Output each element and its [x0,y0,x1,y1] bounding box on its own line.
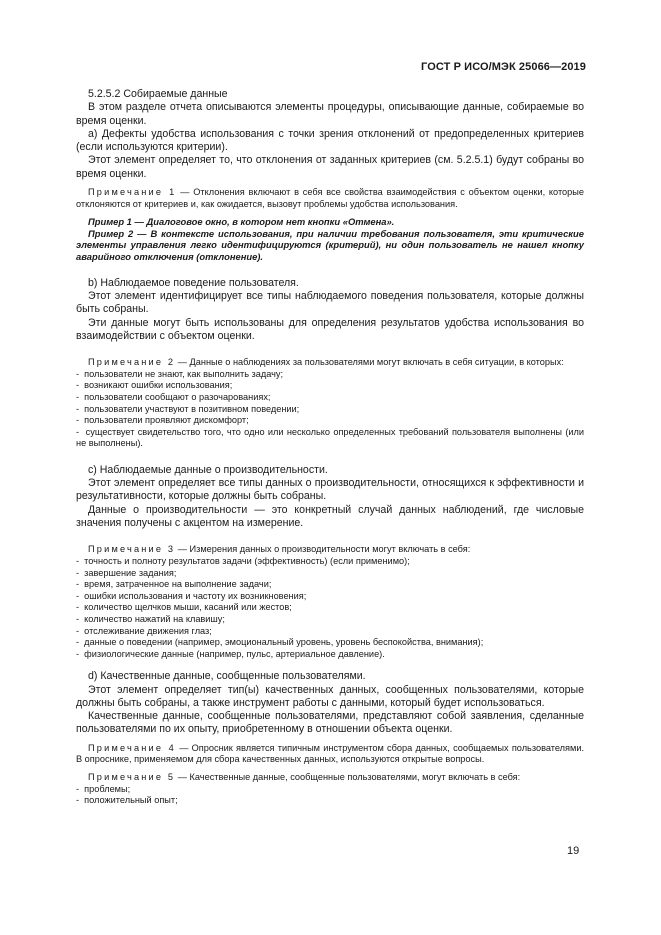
list-item: - количество нажатий на клавишу; [76,614,584,626]
list-item: - отслеживание движения глаз; [76,626,584,638]
note-4-label: Примечание 4 [88,742,176,753]
section-heading: 5.2.5.2 Собираемые данные [88,88,228,100]
document-header: ГОСТ Р ИСО/МЭК 25066—2019 [421,61,586,73]
note-1-text: — Отклонения включают в себя все свойства взаимодействия с объектом оценки, которые отклоняются от критериев и, как ожидается, вызовут проблемы удобства использования. [76,187,584,209]
list-item: - ошибки использования и частоту их возникновения; [76,591,584,603]
example-2: Пример 2 — В контексте использования, при наличии требования пользователя, эти критические элементы управления легко идентифицируются (критерий), ни один пользователь не нашел кнопку аварийного отключения (отклонение). [76,227,584,263]
note-2-text: — Данные о наблюдениях за пользователями могут включать в себя ситуации, в которых: [175,357,564,368]
list-item: - пользователи проявляют дискомфорт; [76,415,584,427]
item-c-text-1: Этот элемент определяет все типы данных о производительности, относящихся к эффективности и результативности, которые должны быть собраны. [76,477,584,503]
list-item: - завершение задания; [76,568,584,580]
list-item: - положительный опыт; [76,795,584,807]
note-1 [76,187,584,210]
list-item: - физиологические данные (например, пульс, артериальное давление). [76,649,584,661]
list-item: - пользователи участвуют в позитивном поведении; [76,404,584,416]
note-5-list [76,784,584,807]
example-1: Пример 1 — Диалоговое окно, в котором нет кнопки «Отмена». [88,216,395,228]
note-3-list [76,556,584,660]
list-item: - проблемы; [76,784,584,796]
note-5-label: Примечание 5 [88,771,176,782]
list-item: - пользователи не знают, как выполнить задачу; [76,369,584,381]
page-number: 19 [567,845,580,857]
item-d-text-1: Этот элемент определяет тип(ы) качественных данных, сообщенных пользователями, которые должны быть собраны, а также инструмент работы с данными, который будет использоваться. [76,683,584,709]
note-4-text: — Опросник является типичным инструментом сбора данных, сообщаемых пользователями. В опроснике, применяемом для сбора качественных данных, используются открытые вопросы. [76,742,584,765]
note-5 [76,772,584,784]
list-item: - существует свидетельство того, что одно или несколько определенных требований пользователя выполнены (или не выполнены). [76,427,584,450]
list-item: - данные о поведении (например, эмоциональный уровень, уровень беспокойства, внимания); [76,637,584,649]
item-d-title: d) Качественные данные, сообщенные пользователями. [88,670,366,683]
list-item: - точность и полноту результатов задачи (эффективность) (если применимо); [76,556,584,568]
note-2 [76,357,584,369]
list-item: - пользователи сообщают о разочарованиях; [76,392,584,404]
note-5-text: — Качественные данные, сообщенные пользователями, могут включать в себя: [175,771,521,782]
note-1-label: Примечание 1 [88,187,177,198]
note-2-list [76,369,584,450]
page-body [76,88,584,807]
list-item: - возникают ошибки использования; [76,380,584,392]
note-3-label: Примечание 3 [88,544,176,555]
note-3-text: — Измерения данных о производительности могут включать в себя: [175,544,471,555]
list-item: - количество щелчков мыши, касаний или жестов; [76,602,584,614]
item-c-text-2: Данные о производительности — это конкретный случай данных наблюдений, где числовые значения получены с акцентом на измерение. [76,503,584,530]
item-b-title: b) Наблюдаемое поведение пользователя. [88,276,299,289]
intro-paragraph: В этом разделе отчета описываются элементы процедуры, описывающие данные, собираемые во время оценки. [76,101,584,127]
item-c-title: c) Наблюдаемые данные о производительности. [88,463,328,476]
item-b-text-1: Этот элемент идентифицирует все типы наблюдаемого поведения пользователя, которые должны быть собраны. [76,289,584,316]
item-a-title: а) Дефекты удобства использования с точки зрения отклонений от предопределенных критериев (если используются критерии). [76,127,584,154]
list-item: - время, затраченное на выполнение задачи; [76,579,584,591]
note-3 [76,544,584,556]
item-b-text-2: Эти данные могут быть использованы для определения результатов удобства использования во взаимодействии с объектом оценки. [76,316,584,342]
item-a-text: Этот элемент определяет то, что отклонения от заданных критериев (см. 5.2.5.1) будут собраны во время оценки. [76,154,584,180]
note-2-label: Примечание 2 [88,357,176,368]
item-d-text-2: Качественные данные, сообщенные пользователями, представляют собой заявления, сделанные пользователями по их опыту, приобретенному в отношении объекта оценки. [76,710,584,736]
note-4 [76,743,584,766]
